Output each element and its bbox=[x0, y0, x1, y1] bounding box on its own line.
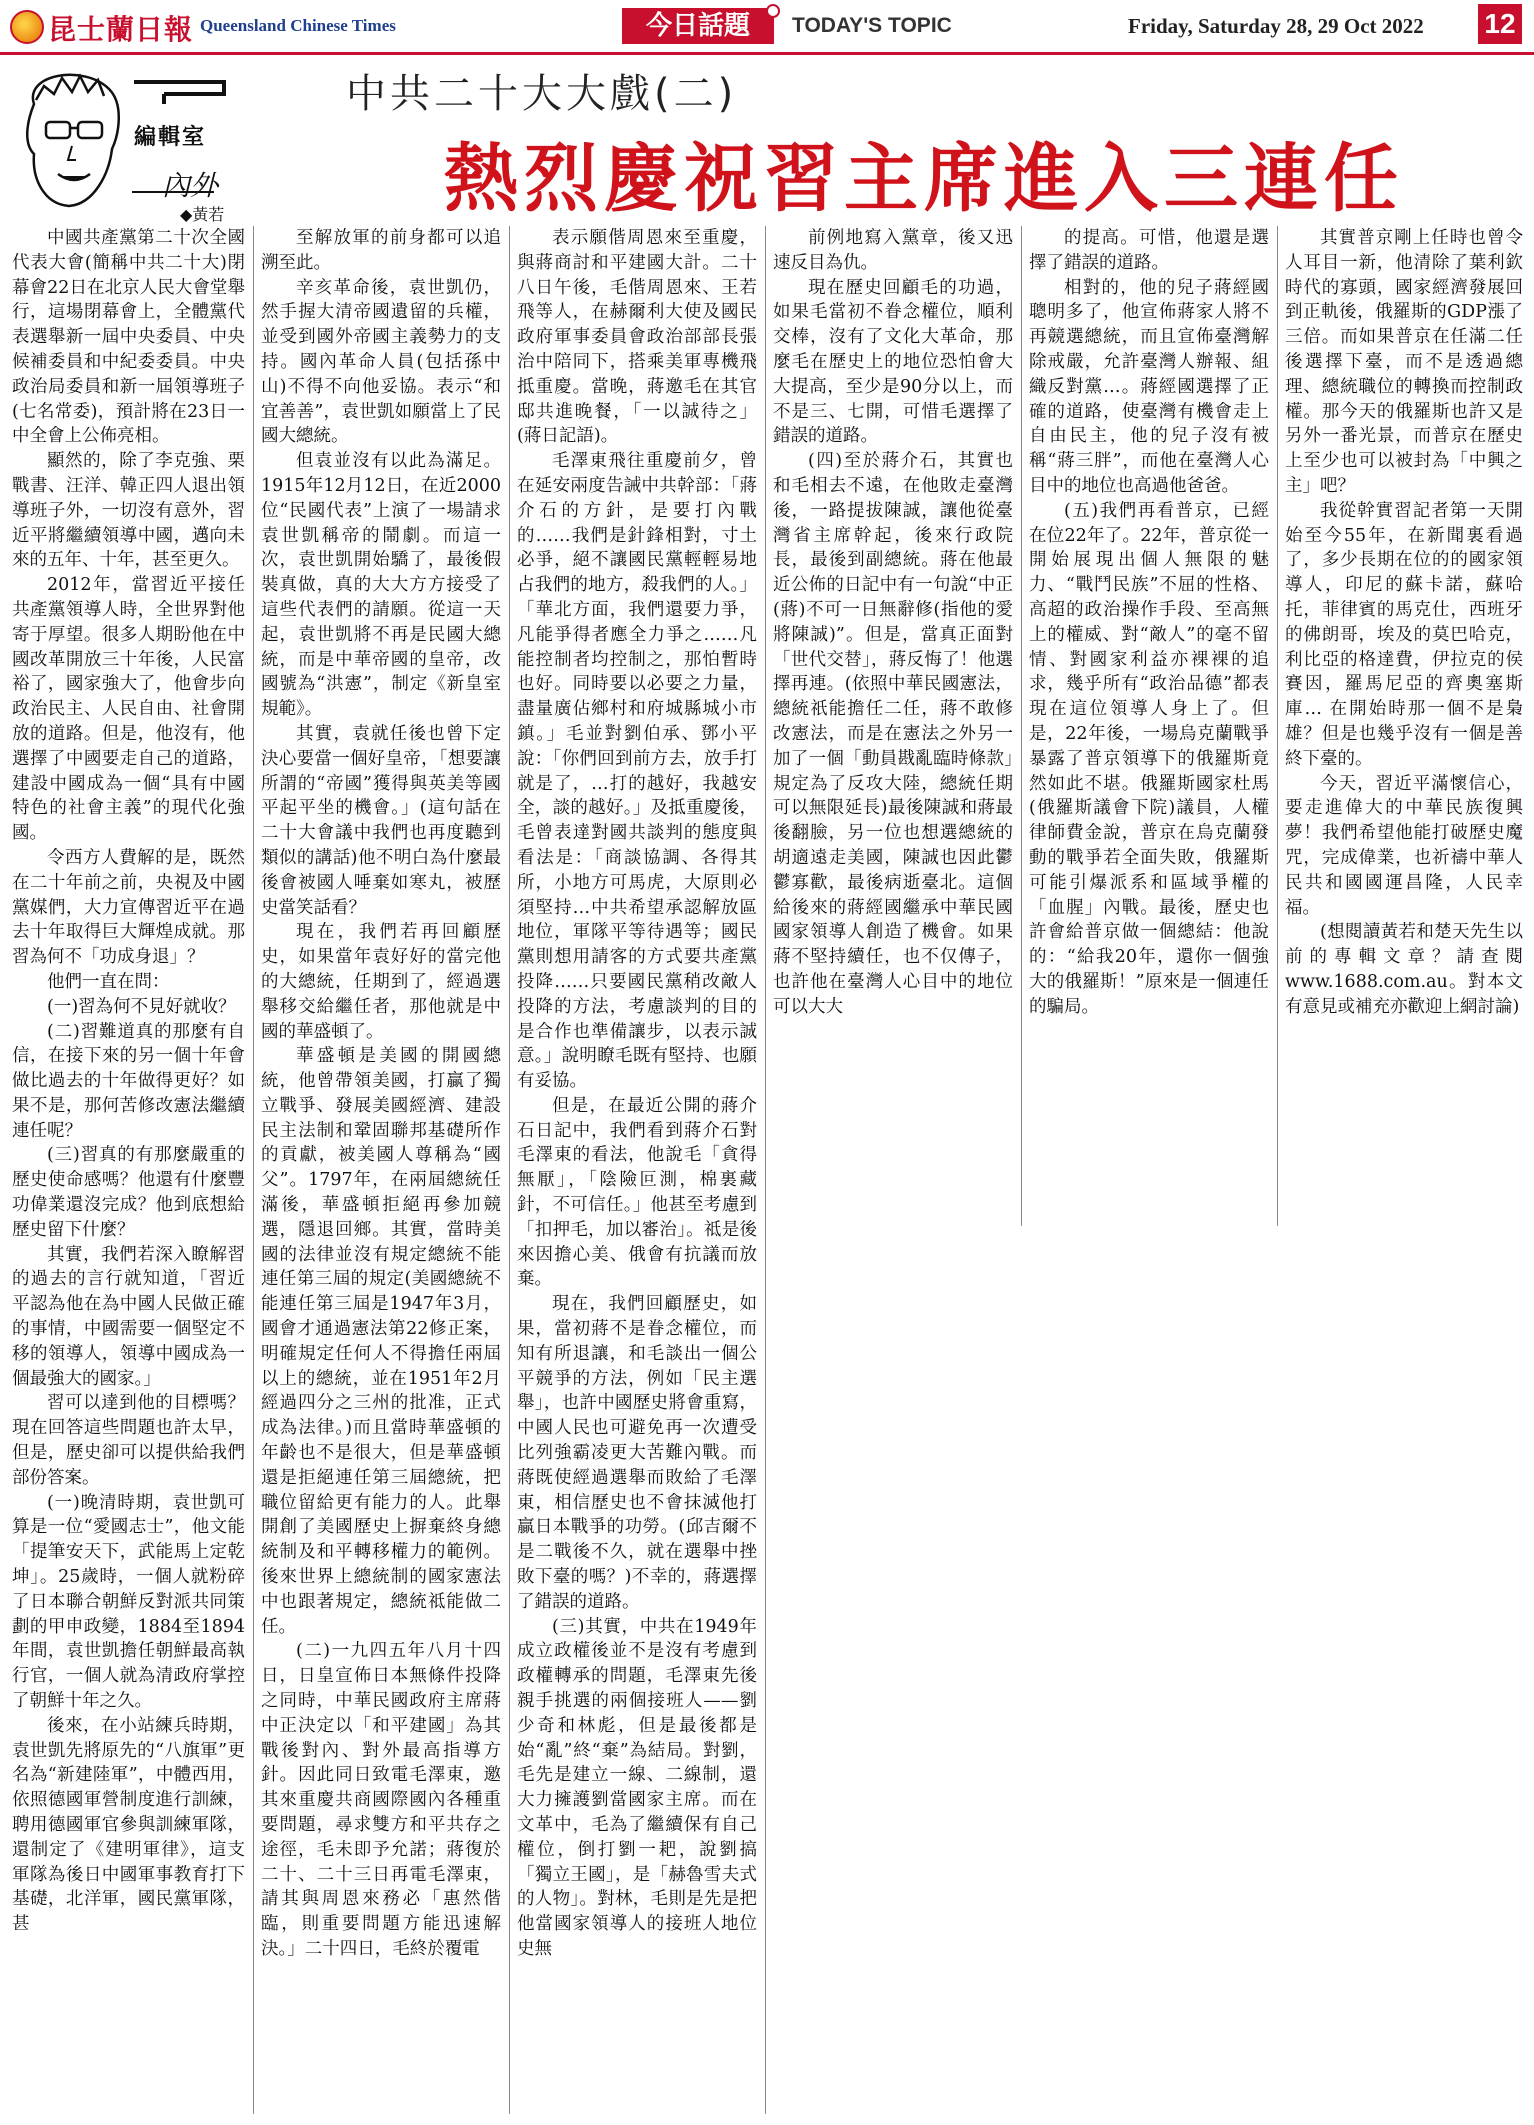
article-column-3 bbox=[517, 226, 757, 2114]
article-paragraph: (一)晚清時期，袁世凱可算是一位“愛國志士”，他文能「提筆安天下，武能馬上定乾坤」。25歲時，一個人就粉碎了日本聯合朝鮮反對派共同策劃的甲申政變，1884至1894年間，袁世凱擔任朝鮮最高執行官，一個人就為清政府掌控了朝鮮十年之久。 bbox=[12, 1492, 245, 1712]
article-paragraph: 其實，我們若深入瞭解習的過去的言行就知道，「習近平認為他在為中國人民做正確的事情，中國需要一個堅定不移的領導人，領導中國成為一個最強大的國家。」 bbox=[12, 1244, 245, 1389]
article-paragraph: 的提高。可惜，他還是選擇了錯誤的道路。 bbox=[1029, 228, 1269, 273]
article-paragraph: 毛澤東飛往重慶前夕，曾在延安兩度告誡中共幹部：「蔣介石的方針，是要打內戰的……我們是針鋒相對，寸土必爭，絕不讓國民黨輕輕易地占我們的地方，殺我們的人。」「華北方面，我們還要力爭，凡能爭得者應全力爭之……凡能控制者均控制之，那怕暫時也好。同時要以必要之力量，盡量廣佔鄉村和府城縣城小市鎮。」毛並對劉伯承、鄧小平說：「你們回到前方去，放手打就是了，…打的越好，我越安全，談的越好。」及抵重慶後，毛曾表達對國共談判的態度與看法是：「商談協調、各得其所，小地方可馬虎，大原則必須堅持…中共希望承認解放區地位，軍隊平等待遇等；國民黨則想用請客的方式要共產黨投降……只要國民黨稍改敵人投降的方法，考慮談判的目的是合作也準備讓步，以表示誠意。」說明瞭毛既有堅持、也願有妥協。 bbox=[517, 451, 757, 1092]
article-paragraph: 今天，習近平滿懷信心，要走進偉大的中華民族復興夢！我們希望他能打破歷史魔咒，完成偉業，也祈禱中華人民共和國國運昌隆，人民幸福。 bbox=[1285, 773, 1523, 918]
article-paragraph: 但是，在最近公開的蔣介石日記中，我們看到蔣介石對毛澤東的看法，他說毛「貪得無厭」，「陰險叵測，棉裏藏針，不可信任。」他甚至考慮到「扣押毛，加以審治」。祗是後來因擔心美、俄會有抗議而放棄。 bbox=[517, 1095, 757, 1290]
article-paragraph: 相對的，他的兒子蔣經國聰明多了，他宣佈蔣家人將不再競選總統，而且宣佈臺灣解除戒嚴，允許臺灣人辦報、組織反對黨…。蔣經國選擇了正確的道路，使臺灣有機會走上自由民主，他的兒子沒有被稱“蔣三胖”，而他在臺灣人心目中的地位也高過他爸爸。 bbox=[1029, 277, 1269, 496]
article-paragraph: 華盛頓是美國的開國總統，他曾帶領美國，打贏了獨立戰爭、發展美國經濟、建設民主法制和鞏固聯邦基礎所作的貢獻，被美國人尊稱為“國父”。1797年，在兩屆總統任滿後，華盛頓拒絕再參加競選，隱退回鄉。其實，當時美國的法律並沒有規定總統不能連任第三屆的規定(美國總統不能連任第三屆是1947年3月，國會才通過憲法第22修正案，明確規定任何人不得擔任兩屆以上的總統，並在1951年2月經過四分之三州的批准，正式成為法律。)而且當時華盛頓的年齡也不是很大，但是華盛頓還是拒絕連任第三屆總統，把職位留給更有能力的人。此舉開創了美國歷史上摒棄終身總統制及和平轉移權力的範例。後來世界上總統制的國家憲法中也跟著規定，總統祗能做二任。 bbox=[261, 1046, 501, 1637]
article-paragraph: 現在，我們回顧歷史，如果，當初蔣不是眷念權位，而知有所退讓，和毛談出一個公平競爭的方法，例如「民主選舉」，也許中國歷史將會重寫，中國人民也可避免再一次遭受比列強霸凌更大苦難內戰。而蔣既使經過選舉而敗給了毛澤東，相信歷史也不會抹滅他打贏日本戰爭的功勞。(邱吉爾不是二戰後不久，就在選舉中挫敗下臺的嗎？)不幸的，蔣選擇了錯誤的道路。 bbox=[517, 1294, 757, 1612]
article-paragraph: (想閱讀黃若和楚天先生以前的專輯文章？請查閱www.1688.com.au。對本文有意見或補充亦歡迎上網討論) bbox=[1285, 922, 1523, 1017]
column-logo bbox=[14, 64, 242, 224]
article-paragraph: (二)習難道真的那麼有自信，在接下來的另一個十年會做比過去的十年做得更好？如果不是，那何苦修改憲法繼續連任呢？ bbox=[12, 1021, 245, 1141]
article-paragraph: 令西方人費解的是，既然在二十年前之前，央視及中國黨媒們，大力宣傳習近平在過去十年取得巨大輝煌成就。那習為何不「功成身退」？ bbox=[12, 847, 245, 968]
section-title: 今日話題 bbox=[622, 8, 774, 44]
article-paragraph: 至解放軍的前身都可以追溯至此。 bbox=[261, 228, 501, 273]
article-paragraph: 現在歷史回顧毛的功過，如果毛當初不眷念權位，順利交棒，沒有了文化大革命，那麼毛在歷史上的地位恐怕會大大提高，至少是90分以上，而不是三、七開，可惜毛選擇了錯誤的道路。 bbox=[773, 277, 1013, 447]
paper-name-english: Queensland Chinese Times bbox=[200, 16, 396, 35]
issue-date: Friday, Saturday 28, 29 Oct 2022 bbox=[1128, 14, 1424, 38]
column-subname: 內外 bbox=[162, 169, 219, 202]
article-paragraph: 後來，在小站練兵時期，袁世凱先將原先的“八旗軍”更名為“新建陸軍”，中體西用，依照德國軍營制度進行訓練，聘用德國軍官參與訓練軍隊，還制定了《建明軍律》，這支軍隊為後日中國軍事教育打下基礎，北洋軍，國民黨軍隊，甚 bbox=[12, 1715, 245, 1935]
article-headline: 熱烈慶祝習主席進入三連任 bbox=[444, 136, 1404, 222]
article-paragraph: 2012年，當習近平接任共產黨領導人時，全世界對他寄于厚望。很多人期盼他在中國改革開放三十年後，人民富裕了，國家強大了，他會步向政治民主、人民自由、社會開放的道路。但是，他沒有，他選擇了中國要走自己的道路，建設中國成為一個“具有中國特色的社會主義”的現代化強國。 bbox=[12, 575, 245, 844]
column-divider bbox=[765, 226, 766, 2114]
article-paragraph: 前例地寫入黨章，後又迅速反目為仇。 bbox=[773, 228, 1013, 273]
paper-name: 昆士蘭日報 bbox=[48, 13, 194, 46]
article-column-5 bbox=[1029, 226, 1269, 1226]
article-paragraph: (二)一九四五年八月十四日，日皇宣佈日本無條件投降之同時，中華民國政府主席蔣中正決定以「和平建國」為其戰後對內、對外最高指導方針。因此同日致電毛澤東，邀其來重慶共商國際國內各種重要問題，尋求雙方和平共存之途徑，毛未即予允諾；蔣復於二十、二十三日再電毛澤東，請其與周恩來務必「惠然偕臨，則重要問題方能迅速解決。」二十四日，毛終於覆電 bbox=[261, 1641, 501, 1959]
masthead bbox=[0, 0, 1534, 55]
article-paragraph: 其實，袁就任後也曾下定決心要當一個好皇帝，「想要讓所謂的“帝國”獲得與英美等國平起平坐的機會。」(這句話在二十大會議中我們也再度聽到類似的講話)他不明白為什麼最後會被國人唾棄如寒丸，被歷史當笑話看？ bbox=[261, 723, 501, 918]
column-divider bbox=[253, 226, 254, 2114]
column-name: 編輯室 bbox=[134, 125, 207, 150]
article-paragraph: 表示願偕周恩來至重慶，與蔣商討和平建國大計。二十八日午後，毛偕周恩來、王若飛等人，在赫爾利大使及國民政府軍事委員會政治部部長張治中陪同下，搭乘美軍專機飛抵重慶。當晚，蔣邀毛在其官邸共進晚餐，「一以誠待之」(蔣日記語)。 bbox=[517, 228, 757, 447]
section-dot-icon bbox=[766, 4, 780, 18]
article-paragraph: 辛亥革命後，袁世凱仍，然手握大清帝國遺留的兵權，並受到國外帝國主義勢力的支持。國內革命人員(包括孫中山)不得不向他妥協。表示“和宜善善”，袁世凱如願當上了民國大總統。 bbox=[261, 277, 501, 447]
newspaper-logo-icon bbox=[10, 10, 44, 44]
column-divider bbox=[1021, 226, 1022, 1226]
article-paragraph: 顯然的，除了李克強、栗戰書、汪洋、韓正四人退出領導班子外，一切沒有意外，習近平將繼續領導中國，邁向未來的五年、十年，甚至更久。 bbox=[12, 451, 245, 571]
article-column-4 bbox=[773, 226, 1013, 1226]
article-paragraph: 他們一直在問： bbox=[47, 971, 170, 992]
author-byline: ◆黃若 bbox=[180, 205, 225, 224]
article-paragraph: 習可以達到他的目標嗎？現在回答這些問題也許太早，但是，歷史卻可以提供給我們部份答案。 bbox=[12, 1393, 245, 1488]
article-kicker: 中共二十大大戲(二) bbox=[346, 71, 738, 117]
column-divider bbox=[509, 226, 510, 2114]
article-paragraph: 中國共產黨第二十次全國代表大會(簡稱中共二十大)閉幕會22日在北京人民大會堂舉行，這場閉幕會上，全體黨代表選舉新一屆中央委員、中央候補委員和中紀委委員。中央政治局委員和新一屆領導班子(七名常委)，預計將在23日一中全會上公佈亮相。 bbox=[12, 228, 245, 447]
page-number: 12 bbox=[1478, 4, 1522, 44]
article-paragraph: 但袁並沒有以此為滿足。1915年12月12日，在近2000位“民國代表”上演了一場請求袁世凱稱帝的鬧劇。而這一次，袁世凱開始驕了，最後假裝真做，真的大大方方接受了這些代表們的請願。從這一天起，袁世凱將不再是民國大總統，而是中華帝國的皇帝，改國號為“洪憲”，制定《新皇室規範》。 bbox=[261, 451, 501, 720]
section-title-english: TODAY'S TOPIC bbox=[792, 14, 952, 37]
column-divider bbox=[1277, 226, 1278, 1226]
article-paragraph: (一)習為何不見好就收？ bbox=[47, 996, 236, 1017]
article-column-2 bbox=[261, 226, 501, 2114]
article-column-1 bbox=[12, 226, 245, 2114]
article-column-6 bbox=[1285, 226, 1523, 1226]
article-paragraph: (五)我們再看普京，已經在位22年了。22年，普京從一開始展現出個人無限的魅力、“戰鬥民族”不屈的性格、高超的政治操作手段、至高無上的權威、對“敵人”的毫不留情、對國家利益亦裸裸的追求，幾乎所有“政治品德”都表現在這位領導人身上了。但是，22年後，一場烏克蘭戰爭暴露了普京領導下的俄羅斯竟然如此不堪。俄羅斯國家杜馬(俄羅斯議會下院)議員，人權律師費金說，普京在烏克蘭發動的戰爭若全面失敗，俄羅斯可能引爆派系和區域爭權的「血腥」內戰。最後，歷史也許會給普京做一個總結：他說的：“給我20年，還你一個強大的俄羅斯！”原來是一個連任的騙局。 bbox=[1029, 500, 1269, 1017]
article-paragraph: (四)至於蔣介石，其實也和毛相去不遠，在他敗走臺灣後，一路提拔陳誠，讓他從臺灣省主席幹起，後來行政院長，最後到副總統。蔣在他最近公佈的日記中有一句說“中正(蔣)不可一日無辭修(指他的愛將陳誠)”。但是，當真正面對「世代交替」，蔣反悔了！他選擇再連。(依照中華民國憲法，總統祇能擔任二任，蔣不敢修改憲法，而是在憲法之外另一加了一個「動員戡亂臨時條款」規定為了反攻大陸，總統任期可以無限延長)最後陳誠和蔣最後翻臉，另一位也想選總統的胡適遠走美國，陳誠也因此鬱鬱寡歡，最後病逝臺北。這個給後來的蔣經國繼承中華民國國家領導人創造了機會。如果蔣不堅持續任，也不仅傳子，也許他在臺灣人心目中的地位可以大大 bbox=[773, 451, 1013, 1017]
article-paragraph: (三)習真的有那麼嚴重的歷史使命感嗎？他還有什麼豐功偉業還沒完成？他到底想給歷史留下什麼？ bbox=[12, 1145, 245, 1240]
article-paragraph: 我從幹實習記者第一天開始至今55年，在新聞裏看過了，多少長期在位的的國家領導人，印尼的蘇卡諾，蘇哈托，菲律賓的馬克仕，西班牙的佛朗哥，埃及的莫巴哈克，利比亞的格達費，伊拉克的侯賽因，羅馬尼亞的齊奧塞斯庫… 在開始時那一個不是梟雄？但是也幾乎沒有一個是善終下臺的。 bbox=[1285, 500, 1523, 769]
article-paragraph: 其實普京剛上任時也曾令人耳目一新，他清除了葉利欽時代的寡頭，國家經濟發展回到正軌後，俄羅斯的GDP漲了三倍。而如果普京在任滿二任後選擇下臺，而不是透過總理、總統職位的轉換而控制政權。那今天的俄羅斯也許又是另外一番光景，而普京在歷史上至少也可以被封為「中興之主」吧？ bbox=[1285, 228, 1523, 496]
article-paragraph: 現在，我們若再回顧歷史，如果當年袁好好的當完他的大總統，任期到了，經過選舉移交給繼任者，那他就是中國的華盛頓了。 bbox=[261, 922, 501, 1042]
article-paragraph: (三)其實，中共在1949年成立政權後並不是沒有考慮到政權轉承的問題，毛澤東先後親手挑選的兩個接班人——劉少奇和林彪，但是最後都是始“亂”終“棄”為結局。對劉，毛先是建立一線、二線制，還大力擁護劉當國家主席。而在文革中，毛為了繼續保有自己權位，倒打劉一耙，說劉搞「獨立王國」，是「赫魯雪夫式的人物」。對林，毛則是先是把他當國家領導人的接班人地位史無 bbox=[517, 1616, 757, 1959]
